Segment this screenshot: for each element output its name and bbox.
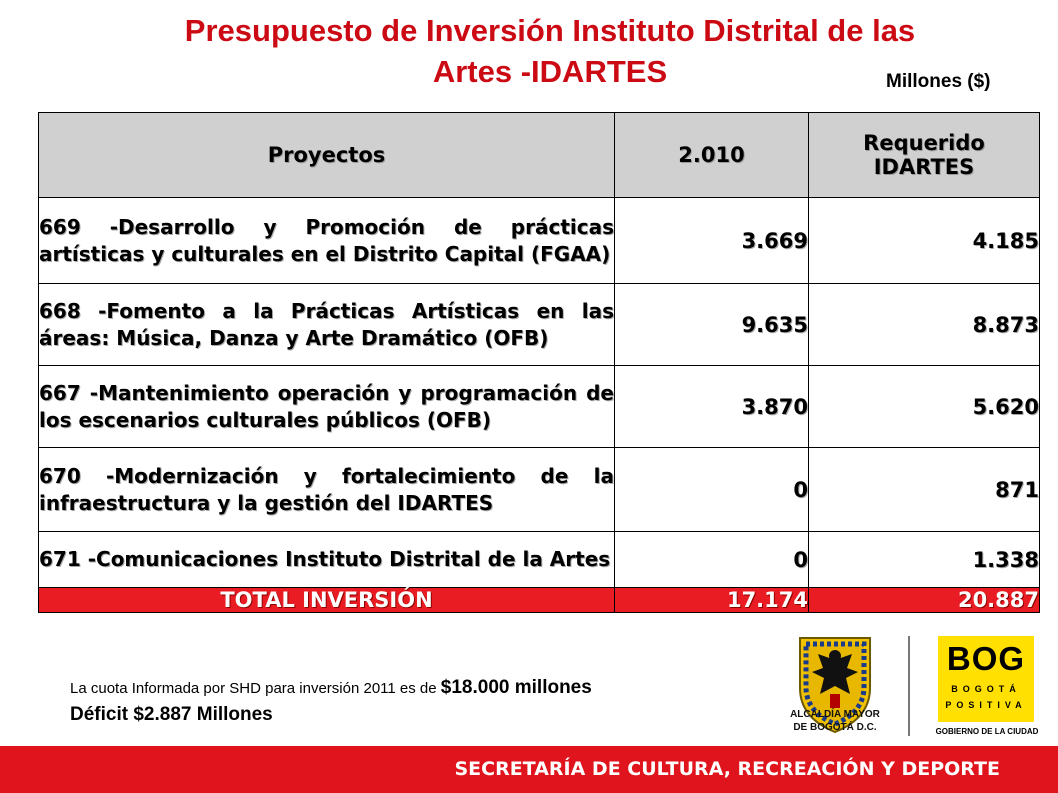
value-required: 871 bbox=[809, 448, 1040, 532]
deficit-note: Déficit $2.887 Millones bbox=[70, 704, 273, 725]
value-2010: 3.669 bbox=[615, 198, 809, 284]
total-required: 20.887 bbox=[809, 588, 1040, 613]
quota-note-text: La cuota Informada por SHD para inversión 2011 es de bbox=[70, 680, 441, 697]
bog-sub-line1: BOGOTÁ bbox=[951, 684, 1021, 694]
value-2010: 0 bbox=[615, 448, 809, 532]
units-label: Millones ($) bbox=[886, 71, 991, 92]
quota-note bbox=[70, 677, 592, 699]
table-row bbox=[39, 198, 1040, 284]
total-label: TOTAL INVERSIÓN bbox=[39, 588, 615, 613]
table-header-row bbox=[39, 113, 1040, 198]
value-2010: 3.870 bbox=[615, 366, 809, 448]
total-2010: 17.174 bbox=[615, 588, 809, 613]
budget-table bbox=[38, 112, 1040, 613]
footer-text: SECRETARÍA DE CULTURA, RECREACIÓN Y DEPORTE bbox=[454, 758, 1000, 780]
header-required-line2: IDARTES bbox=[873, 155, 975, 179]
bog-logo-text: BOG bbox=[946, 640, 1026, 677]
footer-bar bbox=[0, 746, 1058, 793]
alcaldia-line1: ALCALDÍA MAYOR bbox=[790, 709, 880, 720]
logo-divider bbox=[908, 636, 910, 736]
project-name: 670 -Modernización y fortalecimiento de la infraestructura y la gestión del IDARTES bbox=[39, 448, 615, 532]
table-row bbox=[39, 532, 1040, 588]
header-required bbox=[809, 113, 1040, 198]
gobierno-label: GOBIERNO DE LA CIUDAD bbox=[935, 727, 1039, 736]
alcaldia-line2: DE BOGOTÁ D.C. bbox=[793, 722, 877, 733]
alcaldia-label bbox=[765, 708, 905, 734]
bogota-positiva-logo bbox=[938, 636, 1034, 722]
bog-sub-line2: POSITIVA bbox=[945, 700, 1027, 710]
table-row bbox=[39, 366, 1040, 448]
header-required-line1: Requerido bbox=[863, 131, 985, 155]
value-required: 8.873 bbox=[809, 284, 1040, 366]
table-row bbox=[39, 448, 1040, 532]
header-year: 2.010 bbox=[615, 113, 809, 198]
value-required: 5.620 bbox=[809, 366, 1040, 448]
quota-amount: $18.000 millones bbox=[440, 677, 592, 698]
project-name: 668 -Fomento a la Prácticas Artísticas en las áreas: Música, Danza y Arte Dramático (OFB) bbox=[39, 284, 615, 366]
header-projects: Proyectos bbox=[39, 113, 615, 198]
page-title bbox=[90, 10, 1010, 92]
table-row bbox=[39, 284, 1040, 366]
project-name: 669 -Desarrollo y Promoción de prácticas artísticas y culturales en el Distrito Capital (FGAA) bbox=[39, 198, 615, 284]
page-title-line2: Artes -IDARTES bbox=[432, 54, 668, 89]
value-2010: 9.635 bbox=[615, 284, 809, 366]
page-title-line1: Presupuesto de Inversión Instituto Distrital de las bbox=[184, 13, 916, 48]
value-required: 4.185 bbox=[809, 198, 1040, 284]
project-name: 667 -Mantenimiento operación y programación de los escenarios culturales públicos (OFB) bbox=[39, 366, 615, 448]
value-2010: 0 bbox=[615, 532, 809, 588]
project-name: 671 -Comunicaciones Instituto Distrital de la Artes bbox=[39, 532, 615, 588]
total-row bbox=[39, 588, 1040, 613]
value-required: 1.338 bbox=[809, 532, 1040, 588]
